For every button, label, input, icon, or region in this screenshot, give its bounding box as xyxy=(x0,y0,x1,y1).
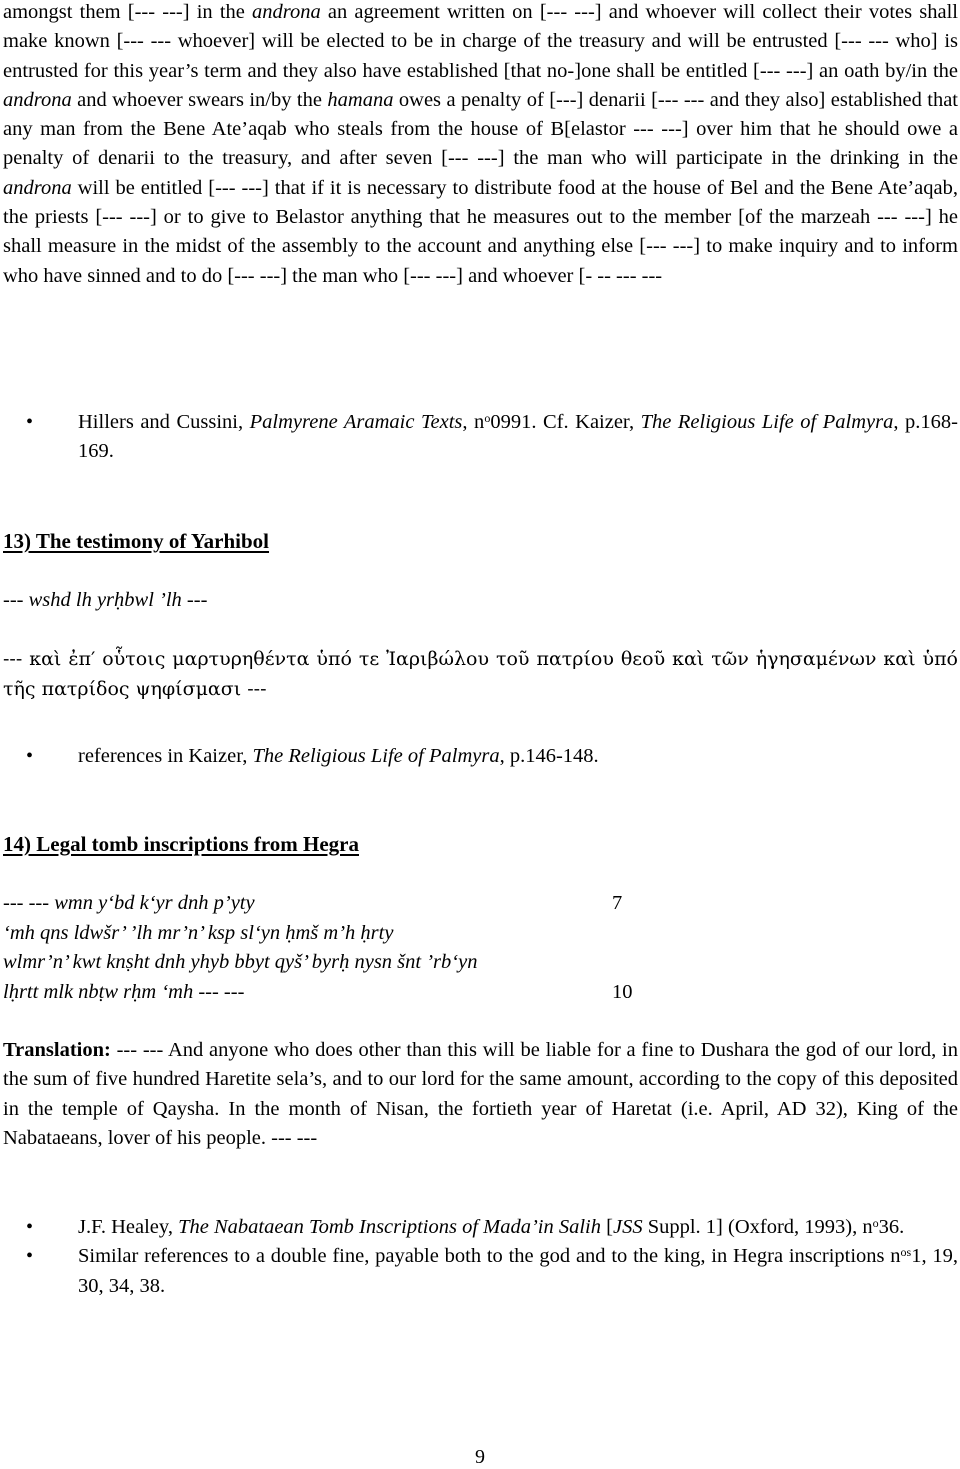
text-run: amongst them [--- ---] in the xyxy=(3,1,253,23)
inscription-lines xyxy=(3,889,663,1007)
italic-text: androna xyxy=(252,1,321,23)
reference-list xyxy=(0,408,960,467)
text-run: owes a penalty of [---] denarii [--- --- and they also] established that any man from the Bene Ate’aqab who steals from the house of B[elastor --- ---] over him that he should owe a penalty of denarii to the treasury, and after seven [--- ---] the man who will participate in the drinking in the xyxy=(3,88,958,170)
translation-paragraph xyxy=(3,1036,958,1153)
text-run: , p.146-148. xyxy=(499,745,599,767)
inscription-line-text: --- --- wmn y‘bd k‘yr dnh p’yty xyxy=(3,892,255,914)
text-run: will be entitled [--- ---] that if it is necessary to distribute food at the house of Bel and the Bene Ate’aqab, the priests [--- ---] or to give to Belastor anything that he measures out to the member [of the marzeah --- ---] he shall measure in the midst of the assembly to the account and anything else [--- ---] to make inquiry and to inform who have sinned and to do [--- ---] the man who [--- ---] and whoever [- -- --- --- xyxy=(3,176,958,287)
text-run: Suppl. 1] (Oxford, 1993), n xyxy=(642,1216,873,1238)
reference-list xyxy=(0,1213,960,1301)
text-run: and whoever swears in/by the xyxy=(71,88,328,111)
superscript-text: o xyxy=(872,1216,879,1230)
reference-item xyxy=(0,1213,960,1242)
text-run: an agreement written on [--- ---] and whoever will collect their votes shall make known [--- --- whoever] will be elected to be in charge of the treasury and will be entrusted [--- --- who] is entrusted for this year’s term and they also have established [that no-]one shall be entitled [--- ---] an oath by/in the xyxy=(3,1,958,82)
text-run: [ xyxy=(601,1216,613,1238)
text-run: Hillers and Cussini, xyxy=(78,411,250,433)
text-run: references in Kaizer, xyxy=(78,745,253,767)
italic-text: The Nabataean Tomb Inscriptions of Mada’in Salih xyxy=(178,1216,602,1238)
italic-text: JSS xyxy=(612,1216,643,1238)
italic-text: The Religious Life of Palmyra xyxy=(640,411,894,433)
italic-text: The Religious Life of Palmyra xyxy=(252,745,500,767)
line-number: 7 xyxy=(612,892,623,914)
greek-text: --- καὶ ἐπ′ οὗτοις μαρτυρηθέντα ὑπό τε Ἰαριβώλου τοῦ πατρίου θεοῦ καὶ τῶν ἡγησαμένων καὶ ὑπό τῆς πατρίδος ψηφίσμασι --- xyxy=(3,648,958,700)
inscription-line xyxy=(3,948,663,978)
superscript-text: os xyxy=(900,1245,912,1260)
text-run: 1, 19, 30, 34, 38. xyxy=(78,1245,959,1297)
inscription-line xyxy=(3,919,663,949)
italic-text: hamana xyxy=(327,88,394,111)
italic-text: androna xyxy=(3,88,72,111)
reference-item xyxy=(0,408,960,467)
translation-label: Translation: xyxy=(3,1039,111,1061)
text-run: J.F. Healey, xyxy=(78,1216,179,1238)
inscription-line-text: ‘mh qns ldwšr’ ’lh mr’n’ ksp sl‘yn ḥmš m’h ḥrty xyxy=(3,921,394,944)
superscript-text: o xyxy=(484,411,491,425)
text-run: 0991. Cf. Kaizer, xyxy=(490,411,641,433)
text-run: Similar references to a double fine, payable both to the god and to the king, in Hegra inscriptions n xyxy=(78,1245,901,1268)
translation-text: --- --- And anyone who does other than this will be liable for a fine to Dushara the god of our lord, in the sum of five hundred Haretite sela’s, and to our lord for the same amount, according to the copy of this deposited in the temple of Qaysha. In the month of Nisan, the fortieth year of Haretat (i.e. April, AD 32), King of the Nabataeans, lover of his people. --- --- xyxy=(3,1039,958,1149)
reference-item xyxy=(0,1242,960,1301)
italic-text: androna xyxy=(3,176,72,199)
aramaic-transliteration xyxy=(3,586,207,615)
inscription-line xyxy=(3,889,663,919)
reference-item xyxy=(0,742,960,771)
section-14-heading: 14) Legal tomb inscriptions from Hegra xyxy=(3,832,359,856)
text-run: , p.168-169. xyxy=(78,411,959,463)
aramaic-text: --- wshd lh yrḥbwl ’lh --- xyxy=(3,589,208,611)
inscription-line-text: lḥrtt mlk nbṭw rḥm ‘mh --- --- xyxy=(3,980,245,1003)
page-number: 9 xyxy=(475,1446,485,1468)
inscription-line-text: wlmr’n’ kwt knṣht dnh yhyb bbyt qyš’ byrḥ nysn šnt ’rb‘yn xyxy=(3,951,478,973)
line-number: 10 xyxy=(612,980,633,1003)
section-13-heading: 13) The testimony of Yarhibol xyxy=(3,529,270,553)
reference-list xyxy=(0,742,960,771)
text-run: 36. xyxy=(878,1216,905,1238)
inscription-translation-paragraph xyxy=(3,0,958,291)
italic-text: Palmyrene Aramaic Texts xyxy=(249,411,463,433)
text-run: , n xyxy=(462,411,485,433)
inscription-line xyxy=(3,978,663,1008)
